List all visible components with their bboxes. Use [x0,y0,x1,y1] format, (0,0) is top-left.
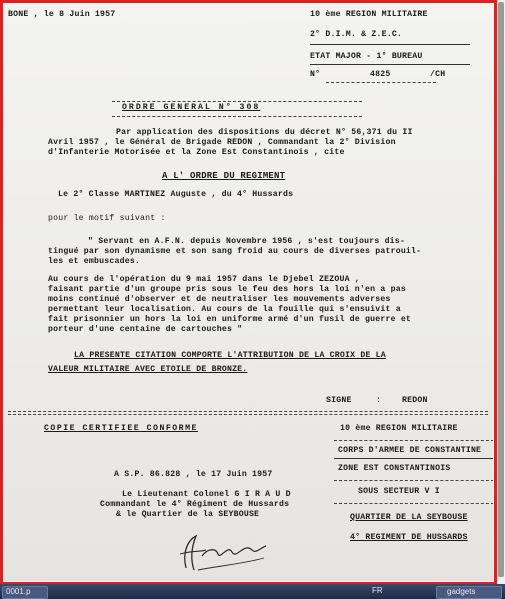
attribution-line-1: LA PRESENTE CITATION COMPORTE L'ATTRIBUTION DE LA CROIX DE LA [74,351,386,360]
division-header: 2° D.I.M. & Z.E.C. [310,30,403,39]
footer-officer: Le Lieutenant Colonel G I R A U D [122,490,291,499]
citation-line-8: fait prisonnier un hors la loi en uniforme armé d'un fusil de guerre et [48,315,412,324]
order-title: ORDRE GENERAL N° 308 [122,103,261,112]
right-corps: CORPS D'ARMEE DE CONSTANTINE [338,446,482,455]
signed-label: SIGNE [326,396,352,405]
intro-line-1: Par application des dispositions du décret N° 56,371 du II [116,128,413,137]
taskbar [0,584,505,599]
right-region: 10 ème REGION MILITAIRE [340,424,458,433]
language-indicator[interactable]: FR [372,586,383,595]
title-rule-top [112,101,362,102]
header-rule-2 [310,64,470,65]
separator-rule [8,411,488,412]
title-rule-bottom [112,116,362,117]
taskbar-item-gadgets[interactable] [436,586,502,599]
citation-line-3: les et embuscades. [48,257,141,266]
number-suffix: /CH [430,70,446,79]
citation-line-9: porteur d'une centaine de cartouches " [48,325,243,334]
motif-line: pour le motif suivant : [48,214,166,223]
signed-name: REDON [402,396,428,405]
header-rule [310,44,470,45]
right-rule-4 [334,503,493,504]
place-date: BONE , le 8 Juin 1957 [8,10,116,19]
citation-line-5: faisant partie d'un groupe pris sous le feu des hors la loi n'en a pas [48,285,406,294]
citation-line-4: Au cours de l'opération du 9 mai 1957 dans le Djebel ZEZOUA , [48,275,360,284]
order-heading: A L' ORDRE DU REGIMENT [162,171,286,181]
citation-line-2: tingué par son dynamisme et son sang froid au cours de diverses patrouil- [48,247,422,256]
vertical-scrollbar[interactable] [497,0,505,585]
document-page [4,4,493,581]
scrollbar-thumb[interactable] [498,2,504,577]
intro-line-3: d'Infanterie Motorisée et la Zone Est Constantinois , cite [48,148,345,157]
right-regiment: 4° REGIMENT DE HUSSARDS [350,533,468,542]
intro-line-2: Avril 1957 , le Général de Brigade REDON , Commandant la 2° Division [48,138,396,147]
number-underline [326,82,436,83]
document-number: 4825 [370,70,391,79]
right-quartier: QUARTIER DE LA SEYBOUSE [350,513,468,522]
taskbar-item-document[interactable] [2,586,48,599]
separator-rule-2 [8,414,488,415]
footer-command: Commandant le 4° Régiment de Hussards [100,500,290,509]
citation-line-7: permettant leur localisation. Au cours de la fouille qui s'ensuivit a [48,305,401,314]
handwritten-signature [172,530,272,574]
signed-colon: : [376,396,382,405]
right-sous-secteur: SOUS SECTEUR V I [358,487,440,496]
taskbar-item-label: 0001.p [6,587,31,596]
number-prefix: N° [310,70,321,79]
etat-major: ETAT MAJOR - 1° BUREAU [310,52,423,61]
gadgets-label: gadgets [447,587,476,596]
soldier-line: Le 2° Classe MARTINEZ Auguste , du 4° Hussards [58,190,294,199]
right-zone: ZONE EST CONSTANTINOIS [338,464,451,473]
footer-place-date: A S.P. 86.828 , le 17 Juin 1957 [114,470,273,479]
footer-quartier: & le Quartier de la SEYBOUSE [116,510,260,519]
right-rule-1 [334,440,493,441]
citation-line-6: moins continué d'observer et de neutraliser les mouvements adverses [48,295,391,304]
attribution-line-2: VALEUR MILITAIRE AVEC ETOILE DE BRONZE. [48,365,248,374]
right-rule-2 [334,458,493,459]
region-header: 10 ème REGION MILITAIRE [310,10,428,19]
citation-line-1: " Servant en A.F.N. depuis Novembre 1956 , s'est toujours dis- [88,237,406,246]
copie-certifiee: COPIE CERTIFIEE CONFORME [44,424,198,433]
right-rule-3 [334,480,493,481]
